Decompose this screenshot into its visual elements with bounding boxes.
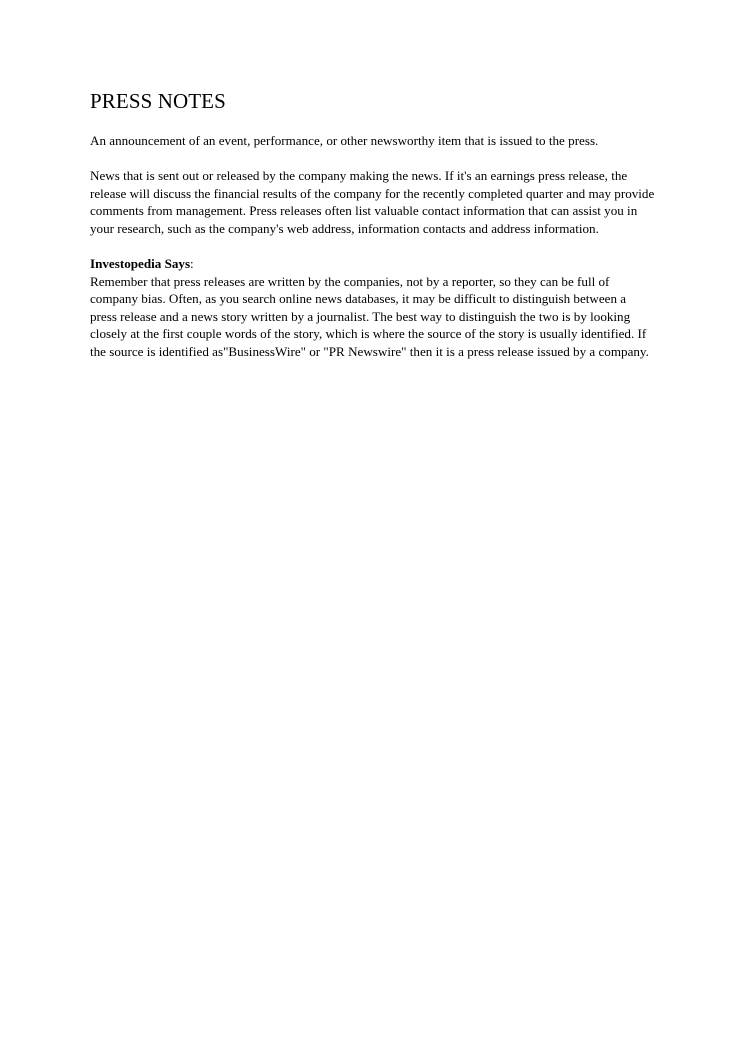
investopedia-body: Remember that press releases are written by the companies, not by a reporter, so they can be full of company bias. Often, as you search online news databases, it may be difficult to distinguish between a press release and a news story written by a journalist. The best way to distinguish the two is by looking closely at the first couple words of the story, which is where the source of the story is usually identified. If the source is identified as"BusinessWire" or "PR Newswire" then it is a press release issued by a company. [90, 273, 649, 359]
investopedia-heading: Investopedia Says [90, 255, 191, 271]
investopedia-heading-line [90, 255, 656, 273]
document-page [90, 88, 656, 361]
description-paragraph: News that is sent out or released by the company making the news. If it's an earnings press release, the release will discuss the financial results of the company for the recently completed quarter and may provide comments from management. Press releases often list valuable contact information that can assist you in your research, such as the company's web address, information contacts and address information. [90, 168, 655, 236]
investopedia-section [90, 255, 656, 361]
page-title: PRESS NOTES [90, 89, 226, 113]
investopedia-heading-colon: : [190, 255, 194, 271]
definition-paragraph: An announcement of an event, performance, or other newsworthy item that is issued to the press. [90, 133, 599, 148]
